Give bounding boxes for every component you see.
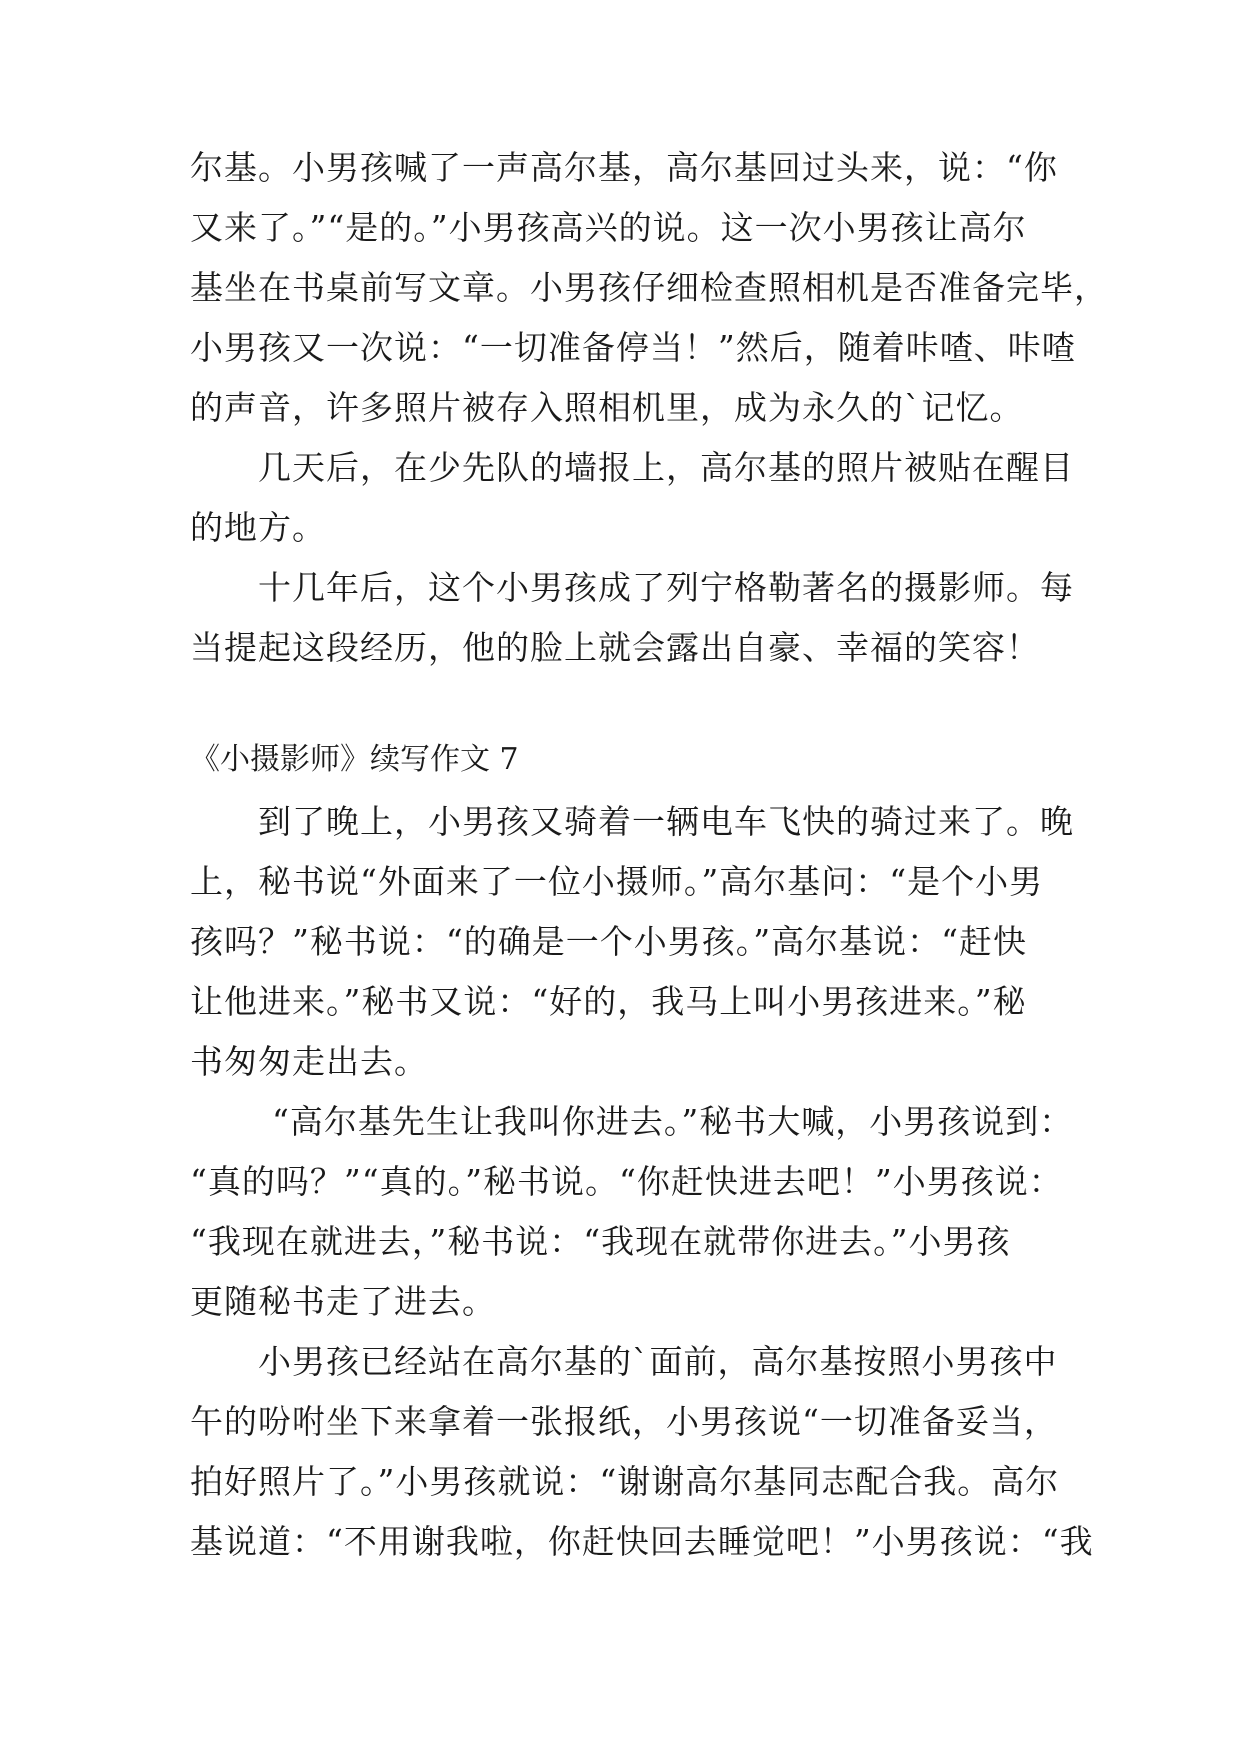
text-line: 当提起这段经历，他的脸上就会露出自豪、幸福的笑容！ (190, 628, 1040, 667)
text-line: 的地方。 (190, 508, 326, 547)
text-line: 孩吗？”秘书说：“的确是一个小男孩。”高尔基说：“赶快 (190, 922, 1027, 961)
text-line: “我现在就进去，”秘书说：“我现在就带你进去。”小男孩 (190, 1222, 1011, 1261)
text-line: 几天后，在少先队的墙报上，高尔基的照片被贴在醒目 (258, 448, 1074, 487)
section-heading: 《小摄影师》续写作文 7 (190, 742, 519, 777)
text-line: 基说道：“不用谢我啦，你赶快回去睡觉吧！”小男孩说：“我 (190, 1522, 1094, 1561)
text-line: 书匆匆走出去。 (190, 1042, 428, 1081)
text-line: 尔基。小男孩喊了一声高尔基，高尔基回过头来，说：“你 (190, 148, 1058, 187)
text-line: 更随秘书走了进去。 (190, 1282, 496, 1321)
text-line: 上，秘书说“外面来了一位小摄师。”高尔基问：“是个小男 (190, 862, 1044, 901)
text-line: 又来了。”“是的。”小男孩高兴的说。这一次小男孩让高尔 (190, 208, 1027, 247)
text-line: 午的吩咐坐下来拿着一张报纸，小男孩说“一切准备妥当， (190, 1402, 1058, 1441)
text-line: 小男孩已经站在高尔基的`面前，高尔基按照小男孩中 (258, 1342, 1058, 1381)
text-line: 拍好照片了。”小男孩就说：“谢谢高尔基同志配合我。高尔 (190, 1462, 1060, 1501)
text-line: 的声音，许多照片被存入照相机里，成为永久的`记忆。 (190, 388, 1024, 427)
text-line: 基坐在书桌前写文章。小男孩仔细检查照相机是否准备完毕， (190, 268, 1108, 307)
text-line: 小男孩又一次说：“一切准备停当！”然后，随着咔喳、咔喳 (190, 328, 1076, 367)
text-line: “高尔基先生让我叫你进去。”秘书大喊，小男孩说到： (272, 1102, 1074, 1141)
text-line: 让他进来。”秘书又说：“好的，我马上叫小男孩进来。”秘 (190, 982, 1027, 1021)
text-line: 十几年后，这个小男孩成了列宁格勒著名的摄影师。每 (258, 568, 1074, 607)
text-line: 到了晚上，小男孩又骑着一辆电车飞快的骑过来了。晚 (258, 802, 1074, 841)
text-line: “真的吗？”“真的。”秘书说。“你赶快进去吧！”小男孩说： (190, 1162, 1063, 1201)
